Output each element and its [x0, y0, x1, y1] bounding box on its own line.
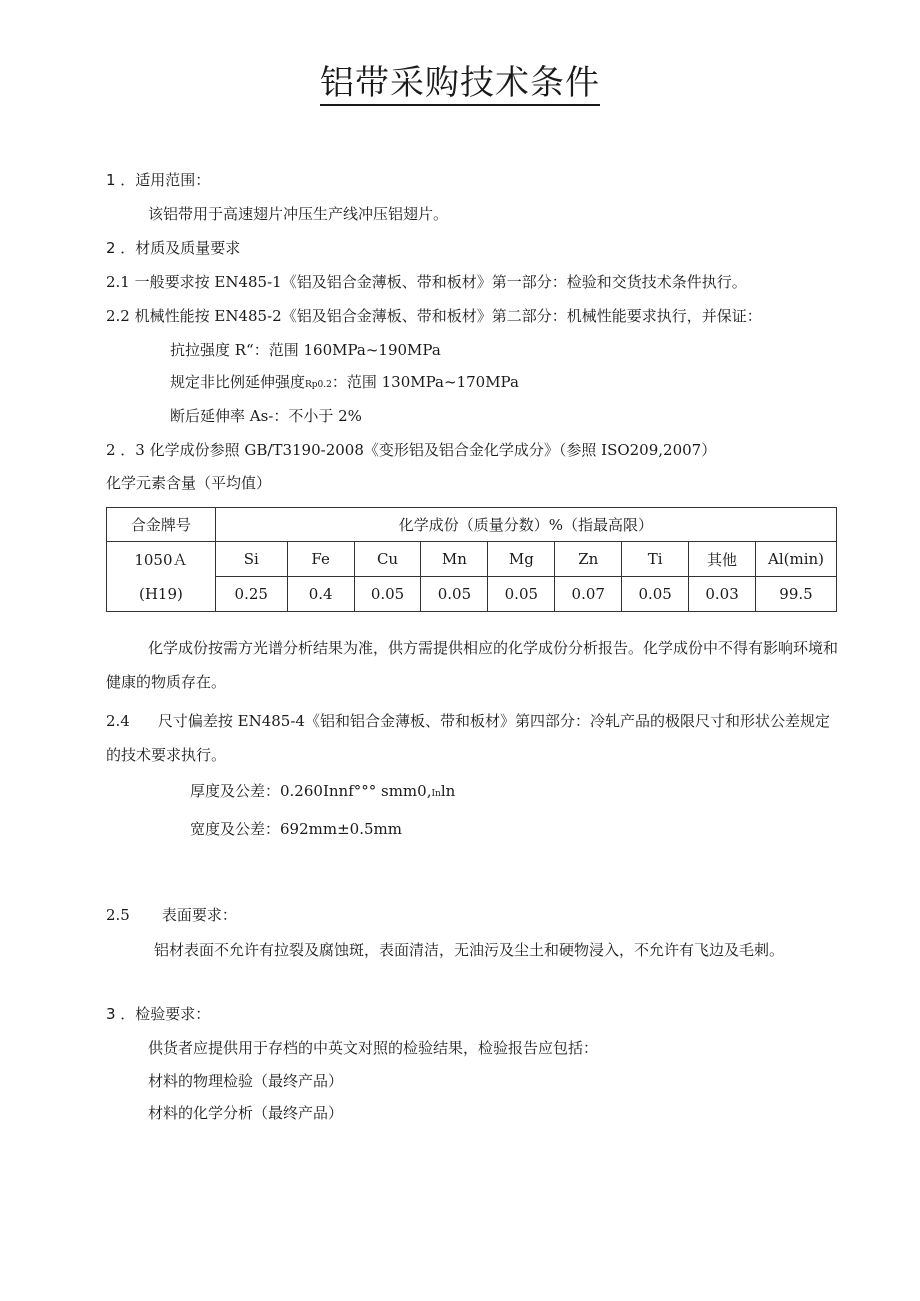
element-row — [107, 542, 837, 577]
section-2-heading: 2 ．材质及质量要求 — [106, 239, 241, 257]
clause-2-5 — [106, 905, 237, 925]
section-1-heading: 1 ．适用范围： — [106, 171, 211, 189]
table-header-row — [107, 508, 837, 542]
value-cell: 0.05 — [488, 577, 555, 612]
clause-2-4-number: 2.4 — [106, 712, 130, 730]
element-cell: Ti — [622, 542, 689, 577]
width-tolerance: 宽度及公差：692mm±0.5mm — [190, 820, 402, 838]
section-3-intro: 供货者应提供用于存档的中英文对照的检验结果，检验报告应包括： — [148, 1039, 599, 1057]
document-title: 铝带采购技术条件 — [0, 60, 920, 106]
section-3-heading: 3 ．检验要求： — [106, 1005, 211, 1023]
value-cell: 0.4 — [287, 577, 354, 612]
thickness-tolerance: 厚度及公差：0.260Innf°°° smm0,Inln — [190, 782, 456, 800]
elongation: 断后延伸率 As-：不小于 2% — [170, 407, 362, 425]
alloy-header: 合金牌号 — [107, 508, 216, 542]
value-cell: 0.05 — [354, 577, 421, 612]
element-cell: 其他 — [689, 542, 756, 577]
element-cell: Mn — [421, 542, 488, 577]
alloy-grade: 1050Ａ — [107, 542, 216, 577]
element-cell: Cu — [354, 542, 421, 577]
clause-2-1: 2.1 一般要求按 EN485-1《铝及铝合金薄板、带和板材》第一部分：检验和交货技术条件执行。 — [106, 273, 747, 291]
value-row — [107, 577, 837, 612]
clause-2-5-title: 表面要求： — [161, 906, 237, 924]
list-item: 材料的物理检验（最终产品） — [148, 1072, 344, 1090]
chemical-composition-table — [106, 507, 837, 612]
clause-2-2: 2.2 机械性能按 EN485-2《铝及铝合金薄板、带和板材》第二部分：机械性能要求执行，并保证： — [106, 307, 762, 325]
value-cell: 0.07 — [555, 577, 622, 612]
alloy-temper: (H19) — [107, 577, 216, 612]
tensile-strength: 抗拉强度 R“：范围 160MPa~190MPa — [170, 341, 441, 359]
chem-caption: 化学元素含量（平均值） — [106, 474, 272, 492]
composition-header: 化学成份（质量分数）%（指最高限） — [215, 508, 836, 542]
element-cell: Si — [215, 542, 287, 577]
section-1-body: 该铝带用于高速翅片冲压生产线冲压铝翅片。 — [148, 205, 449, 223]
value-cell: 0.03 — [689, 577, 756, 612]
value-cell: 0.25 — [215, 577, 287, 612]
yield-subscript: Rp0.2 — [305, 380, 332, 390]
thickness-subscript: In — [431, 789, 441, 799]
surface-requirement: 铝材表面不允许有拉裂及腐蚀斑，表面清洁，无油污及尘土和硬物浸入，不允许有飞边及毛刺。 — [154, 941, 785, 959]
clause-2-4 — [106, 704, 838, 772]
element-cell: Zn — [555, 542, 622, 577]
clause-2-3: 2 ．3 化学成份参照 GB/T3190-2008《变形铝及铝合金化学成分》（参照 ISO209,2007） — [106, 441, 717, 459]
element-cell: Mg — [488, 542, 555, 577]
value-cell: 0.05 — [622, 577, 689, 612]
clause-2-4-text: 尺寸偏差按 EN485-4《铝和铝合金薄板、带和板材》第四部分：冷轧产品的极限尺寸和形状公差规定的技术要求执行。 — [106, 712, 830, 764]
clause-2-5-number: 2.5 — [106, 906, 130, 924]
yield-strength: 规定非比例延伸强度Rp0.2：范围 130MPa~170MPa — [170, 373, 519, 391]
element-cell: Fe — [287, 542, 354, 577]
list-item: 材料的化学分析（最终产品） — [148, 1104, 344, 1122]
element-cell: Al(min) — [756, 542, 837, 577]
chem-note: 化学成份按需方光谱分析结果为准，供方需提供相应的化学成份分析报告。化学成份中不得有影响环境和健康的物质存在。 — [106, 639, 839, 691]
value-cell: 0.05 — [421, 577, 488, 612]
value-cell: 99.5 — [756, 577, 837, 612]
